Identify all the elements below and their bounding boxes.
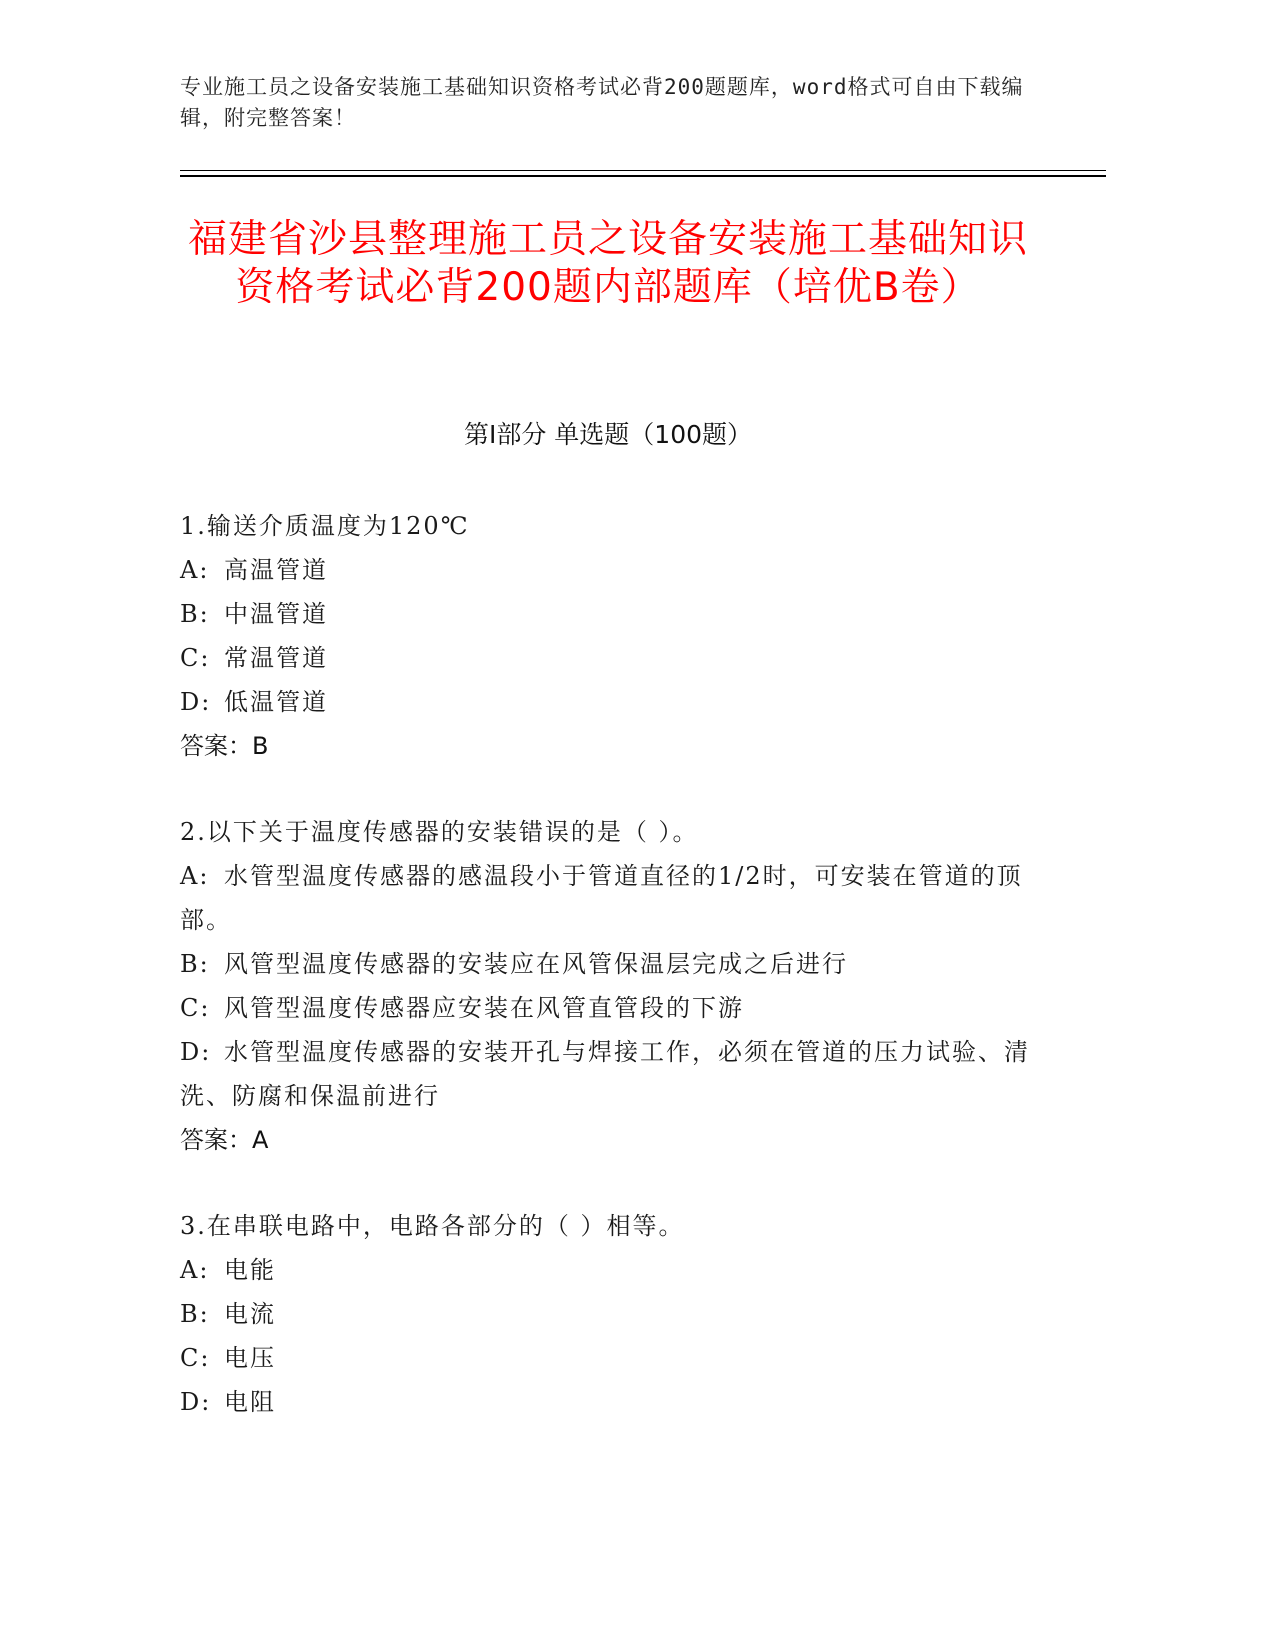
option-letter: D: <box>180 1038 212 1066</box>
option-letter: C: <box>180 994 211 1022</box>
option-c <box>180 986 1040 1030</box>
option-text: 电能 <box>224 1256 276 1284</box>
answer-line: 答案：B <box>180 732 269 760</box>
option-letter: A: <box>180 556 210 584</box>
question-1 <box>180 504 1040 768</box>
option-letter: A: <box>180 1256 210 1284</box>
option-letter: B: <box>180 950 210 978</box>
option-text: 水管型温度传感器的安装开孔与焊接工作，必须在管道的压力试验、清洗、防腐和保温前进行 <box>180 1038 1030 1110</box>
answer-line: 答案：A <box>180 1126 269 1154</box>
option-a <box>180 1248 1040 1292</box>
option-text: 高温管道 <box>224 556 328 584</box>
option-b <box>180 592 1040 636</box>
option-letter: D: <box>180 688 212 716</box>
question-stem: 3.在串联电路中，电路各部分的（ ）相等。 <box>180 1212 685 1240</box>
option-d <box>180 680 1040 724</box>
option-c <box>180 636 1040 680</box>
question-2 <box>180 810 1040 1162</box>
option-b <box>180 942 1040 986</box>
option-letter: A: <box>180 862 210 890</box>
document-title: 福建省沙县整理施工员之设备安装施工基础知识资格考试必背200题内部题库（培优B卷） <box>187 217 1028 310</box>
option-b <box>180 1292 1040 1336</box>
option-text: 电压 <box>224 1344 276 1372</box>
section-heading: 第Ⅰ部分 单选题（100题） <box>463 420 753 449</box>
header-divider-thin <box>180 170 1106 171</box>
option-letter: B: <box>180 600 210 628</box>
question-stem: 2.以下关于温度传感器的安装错误的是（ ）。 <box>180 818 699 846</box>
option-c <box>180 1336 1040 1380</box>
question-3 <box>180 1204 1040 1424</box>
option-letter: D: <box>180 1388 212 1416</box>
option-text: 常温管道 <box>224 644 328 672</box>
option-text: 低温管道 <box>224 688 328 716</box>
option-text: 风管型温度传感器应安装在风管直管段的下游 <box>224 994 744 1022</box>
option-text: 电阻 <box>224 1388 276 1416</box>
question-list <box>180 504 1040 1466</box>
question-stem: 1.输送介质温度为120℃ <box>180 512 470 540</box>
option-a <box>180 854 1040 942</box>
option-d <box>180 1030 1040 1118</box>
option-letter: B: <box>180 1300 210 1328</box>
option-text: 中温管道 <box>224 600 328 628</box>
option-d <box>180 1380 1040 1424</box>
header-note: 专业施工员之设备安装施工基础知识资格考试必背200题题库，word格式可自由下载编辑，附完整答案！ <box>180 75 1024 130</box>
option-a <box>180 548 1040 592</box>
option-letter: C: <box>180 1344 211 1372</box>
option-letter: C: <box>180 644 211 672</box>
header-divider-thick <box>180 175 1106 177</box>
option-text: 风管型温度传感器的安装应在风管保温层完成之后进行 <box>224 950 848 978</box>
option-text: 电流 <box>224 1300 276 1328</box>
option-text: 水管型温度传感器的感温段小于管道直径的1/2时，可安装在管道的顶部。 <box>180 862 1023 934</box>
